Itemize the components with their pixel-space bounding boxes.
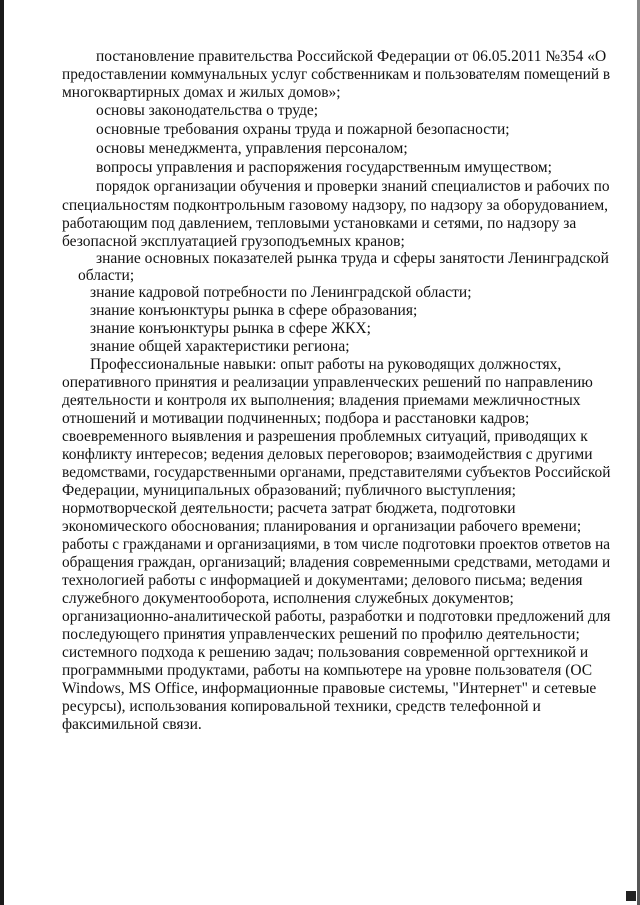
text-line: Windows, MS Office, информационные правовые системы, "Интернет" и сетевые: [62, 680, 597, 697]
text-line: отношений и мотивации подчиненных; подбора и расстановки кадров;: [62, 410, 530, 427]
text-line: факсимильной связи.: [62, 716, 202, 733]
text-line: основные требования охраны труда и пожарной безопасности;: [96, 121, 510, 138]
text-line: знание основных показателей рынка труда и сферы занятости Ленинградской: [96, 250, 609, 267]
text-line: ведомствами, государственными органами, представителями субъектов Российской: [62, 464, 611, 481]
text-line: порядок организации обучения и проверки знаний специалистов и рабочих по: [96, 178, 610, 195]
text-line: обращения граждан, организаций; владения современными средствами, методами и: [62, 554, 611, 571]
text-line: знание конъюнктуры рынка в сфере образования;: [90, 302, 418, 319]
text-line: постановление правительства Российской Федерации от 06.05.2011 №354 «О: [96, 48, 607, 65]
text-line: последующего принятия управленческих решений по профилю деятельности;: [62, 626, 580, 643]
text-line: работающим под давлением, тепловыми установками и сетями, по надзору за: [62, 215, 577, 232]
text-line: работы с гражданами и организациями, в том числе подготовки проектов ответов на: [62, 536, 611, 553]
text-line: оперативного принятия и реализации управленческих решений по направлению: [62, 374, 593, 391]
text-line: области;: [78, 267, 135, 284]
text-line: Профессиональные навыки: опыт работы на руководящих должностях,: [90, 356, 562, 373]
text-line: знание конъюнктуры рынка в сфере ЖКХ;: [90, 320, 371, 337]
text-line: служебного документооборота, исполнения служебных документов;: [62, 590, 514, 607]
text-line: своевременного выявления и разрешения проблемных ситуаций, приводящих к: [62, 428, 588, 445]
text-line: безопасной эксплуатацией грузоподъемных кранов;: [62, 233, 405, 250]
text-line: программными продуктами, работы на компьютере на уровне пользователя (ОС: [62, 662, 593, 679]
text-line: экономического обоснования; планирования и организации рабочего времени;: [62, 518, 582, 535]
text-line: Федерации, муниципальных образований; публичного выступления;: [62, 482, 516, 499]
text-line: нормотворческой деятельности; расчета затрат бюджета, подготовки: [62, 500, 516, 517]
text-line: системного подхода к решению задач; пользования современной оргтехникой и: [62, 644, 589, 661]
text-line: основы менеджмента, управления персоналом;: [96, 140, 408, 157]
text-line: предоставлении коммунальных услуг собственникам и пользователям помещений в: [62, 66, 611, 83]
text-line: знание общей характеристики региона;: [90, 338, 350, 355]
text-line: многоквартирных домах и жилых домов»;: [62, 84, 341, 101]
text-line: деятельности и контроля их выполнения; владения приемами межличностных: [62, 392, 581, 409]
text-line: ресурсы), использования копировальной техники, средств телефонной и: [62, 698, 541, 715]
scan-corner-mark: [626, 891, 636, 901]
text-line: конфликту интересов; ведения деловых переговоров; взаимодействия с другими: [62, 446, 593, 463]
text-line: основы законодательства о труде;: [96, 102, 319, 119]
text-line: организационно-аналитической работы, разработки и подготовки предложений для: [62, 608, 611, 625]
text-line: вопросы управления и распоряжения государственным имуществом;: [96, 159, 552, 176]
text-line: специальностям подконтрольным газовому надзору, по надзору за оборудованием,: [62, 197, 609, 214]
text-line: технологией работы с информацией и документами; делового письма; ведения: [62, 572, 583, 589]
text-line: знание кадровой потребности по Ленинградской области;: [90, 284, 472, 301]
